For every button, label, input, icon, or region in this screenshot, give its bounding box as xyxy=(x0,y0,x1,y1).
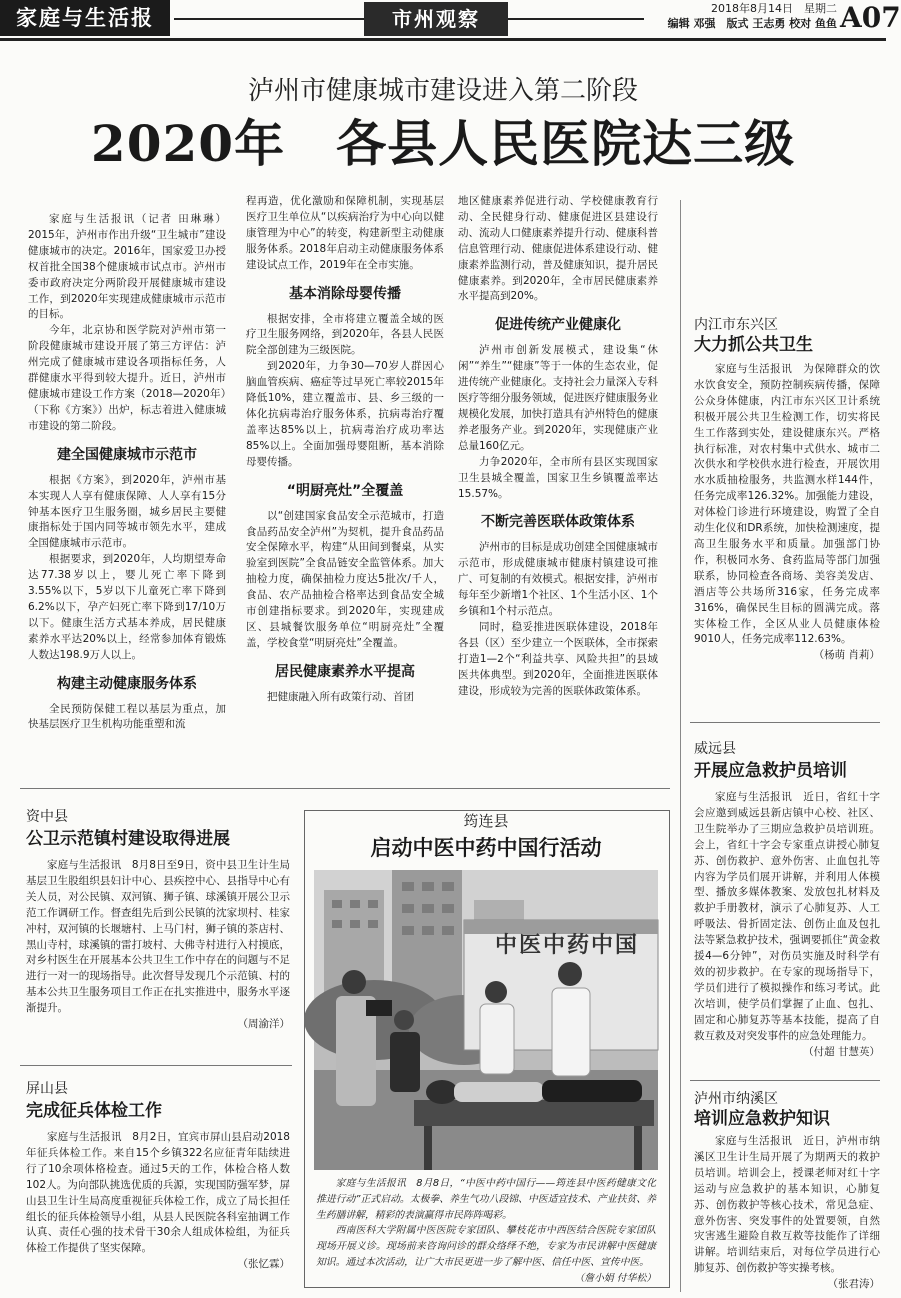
lead-deck: 泸州市健康城市建设进入第二阶段 xyxy=(247,76,638,106)
paragraph: 今年，北京协和医学院对泸州市第一阶段健康城市建设开展了第三方评估：泸州完成了健康城市建设各项指标任务，人群健康水平得到较大提升。近日，泸州市健康城市建设工作方案（2018—2020年）（下称《方案》）出炉，标志着进入健康城市建设的第二阶段。 xyxy=(28,324,226,432)
paragraph: 同时，稳妥推进医联体建设，2018年各县（区）至少建立一个医联体，全市探索打造1—2个“利益共享、风险共担”的县域医共体典型。到2020年，全面推进医联体建设，形成较为完善的医联体政策体系。 xyxy=(458,620,658,697)
right-story-divider-2 xyxy=(690,1080,880,1081)
story-location: 内江市东兴区 xyxy=(694,317,778,333)
page-number: A07 xyxy=(840,1,901,34)
subhead: 基本消除母婴传播 xyxy=(289,285,401,302)
story-credit: （周渝洋） xyxy=(237,1018,290,1031)
paragraph: 把健康融入所有政策行动、首团 xyxy=(267,690,414,703)
lead-column-3 xyxy=(458,194,658,699)
photo-story-title: 启动中医中药中国行活动 xyxy=(370,835,602,860)
story-location: 屏山县 xyxy=(26,1081,68,1097)
paragraph: 以“创建国家食品安全示范城市，打造食品药品安全泸州”为契机，提升食品药品安全保障水平，构建“从田间到餐桌，从实验室到医院”全食品链安全监管体系。加大抽检力度，确保抽检力度达5批次/千人，食品、农产品抽检合格率达到食品安全城市创建指标要求。到2020年，实现建成区、县城餐饮服务单位“明厨亮灶”全覆盖，学校食堂“明厨亮灶”全覆盖。 xyxy=(246,509,444,649)
story-body xyxy=(26,858,290,1033)
photo-caption-text-2: 西南医科大学附属中医医院专家团队、攀枝花市中西医结合医院专家团队现场开展义诊。现场前来咨询问诊的群众络绎不绝，专家为市民讲解中医健康知识。通过本次活动，让广大市民更进一步了解中医、信任中医、宣传中医。 xyxy=(316,1225,656,1268)
issue-date: 2018年8月14日 星期二 xyxy=(711,2,837,15)
photo-caption-credit: （詹小娟 付华松） xyxy=(574,1272,656,1284)
column-divider xyxy=(680,200,681,1292)
header-divider xyxy=(0,38,886,41)
photo-story-location: 筠连县 xyxy=(463,812,509,830)
paragraph: 根据《方案》，到2020年，泸州市基本实现人人享有健康保障、人人享有15分钟基本医疗卫生服务圈，城乡居民主要健康指标处于国内同等城市领先水平，建成全国健康城市示范市。 xyxy=(28,473,226,550)
story-text: 家庭与生活报讯 8月2日，宜宾市屏山县启动2018年征兵体检工作。来自15个乡镇322名应征青年陆续进行了10余项体格检查。通过5天的工作，体检合格人数102人。为向部队挑选优质的兵源，实现国防强军梦，屏山县卫生计生局高度重视征兵体检工作，成立了局长担任组长的征兵体检领导小组，从县人民医院各科室抽调工作认真、责任心强的技术骨干30余人组成体检组，为征兵体检工作提供了坚实保障。 xyxy=(26,1131,290,1255)
lead-bottom-rule xyxy=(20,788,670,789)
story-title: 大力抓公共卫生 xyxy=(694,335,813,355)
photo-caption-text: 家庭与生活报讯 8月8日，“中医中药中国行——筠连县中医药健康文化推进行动”正式启动。太极拳、养生气功八段锦、中医适宜技术、产业扶贫、养生药膳讲解，精彩的表演赢得市民阵阵喝彩。 xyxy=(316,1178,656,1221)
subhead: “明厨亮灶”全覆盖 xyxy=(286,482,404,499)
story-location: 威远县 xyxy=(694,741,736,757)
subhead: 居民健康素养水平提高 xyxy=(275,663,415,680)
story-title: 公卫示范镇村建设取得进展 xyxy=(26,829,230,849)
subhead: 建全国健康城市示范市 xyxy=(57,446,197,463)
event-photo xyxy=(314,870,658,1170)
header-rule-left xyxy=(174,18,364,20)
story-body xyxy=(694,362,880,664)
paragraph: 力争2020年，全市所有县区实现国家卫生县城全覆盖，国家卫生乡镇覆盖率达15.57%。 xyxy=(458,455,658,500)
lead-column-1 xyxy=(28,212,226,733)
header-rule-right xyxy=(508,18,644,20)
story-title: 开展应急救护员培训 xyxy=(694,761,847,781)
left-story-divider xyxy=(20,1065,292,1066)
story-title: 完成征兵体检工作 xyxy=(26,1101,162,1121)
story-credit: （杨萌 肖莉） xyxy=(813,649,880,662)
paragraph: 地区健康素养促进行动、学校健康教育行动、全民健身行动、健康促进区县建设行动、流动人口健康素养提升行动、健康科普信息管理行动、健康促进体系建设行动、健康素养监测行动，普及健康知识，提升居民健康素养。到2020年，全市居民健康素养水平提高到20%。 xyxy=(458,195,658,303)
lead-headline: 2020年 各县人民医院达三级 xyxy=(90,114,796,173)
subhead: 构建主动健康服务体系 xyxy=(57,675,197,692)
story-location: 资中县 xyxy=(26,809,68,825)
story-text: 家庭与生活报讯 为保障群众的饮水饮食安全，预防控制疾病传播，保障公众身体健康，内江市东兴区卫计系统积极开展公共卫生检测工作，切实将民生工作落到实处，建设健康东兴。严格执行标准，对农村集中式供水、城市二次供水和学校供水进行检查，开展饮用水水质抽检服务，共监测水样144件，任务完成率126.32%。加强能力建设，对体检门诊进行环境建设，购置了全自动生化仪和DR系统，加快检测速度，提高卫生服务水平和质量。加强部门协作，积极同水务、食药监局等部门加强联系，协同检查各商场、美容美发店、酒店等公共场所316家，任务完成率316%，确保民生目标的圆满完成。落实体检工作，全区从业人员健康体检9010人，任务完成率112.63%。 xyxy=(694,363,880,646)
paragraph: 泸州市的目标是成功创建全国健康城市示范市，形成健康城市健康村镇建设可推广、可复制的有效模式。根据安排，泸州市每年至少新增1个社区、1个生活小区、1个乡镇和1个村示范点。 xyxy=(458,541,658,618)
right-story-divider-1 xyxy=(690,722,880,723)
paragraph: 家庭与生活报讯（记者 田琳琳）2015年，泸州市作出升级“卫生城市”建设健康城市的决定。2016年，国家爱卫办授权首批全国38个健康城市试点市。泸州市委市政府决定分两阶段开展健康城市建设工作，到2020年实现建成健康城市示范市的目标。 xyxy=(28,213,226,321)
photo-caption xyxy=(316,1176,656,1287)
story-body xyxy=(694,790,880,1060)
story-body xyxy=(694,1134,880,1293)
paragraph: 程再造，优化激励和保障机制，实现基层医疗卫生单位从“以疾病治疗为中心向以健康管理为中心”的转变，构建新型主动健康服务体系。2018年启动主动健康服务体系建设试点工作，2019年在全市实施。 xyxy=(246,195,444,271)
story-text: 家庭与生活报讯 8月8日至9日，资中县卫生计生局基层卫生股组织县妇计中心、县疾控中心、县指导中心有关人员，对公民镇、双河镇、狮子镇、球溪镇开展公卫示范工作调研工作。督查组先后到公民镇的沈家坝村、桂家冲村，双河镇的长堰塘村、上马门村，狮子镇的茶店村、黑山寺村，球溪镇的雷打坡村、大佛寺村进行入村摸底，对乡村医生在开展基本公共卫生工作中存在的问题与不足进行一对一的现场指导。此次督导发现几个示范镇、村的基本公共卫生服务项目工作正在扎实推进中，服务水平逐渐提升。 xyxy=(26,859,290,1015)
story-location: 泸州市纳溪区 xyxy=(694,1091,778,1107)
editor-credits: 编辑 邓强 版式 王志勇 校对 鱼鱼 xyxy=(667,17,837,30)
story-credit: （张君涛） xyxy=(827,1278,880,1291)
section-title: 市州观察 xyxy=(364,2,508,36)
story-text: 家庭与生活报讯 近日，省红十字会应邀到威远县新店镇中心校、社区、卫生院举办了三期应急救护员培训班。会上，省红十字会专家重点讲授心肺复苏、创伤救护、意外伤害、止血包扎等内容为学员们展开讲解，并利用人体模型、播放多媒体教案、发放包扎材料及救护手册教材，演示了心肺复苏、人工呼吸法、骨折固定法、创伤止血及包扎法等紧急救护技术，强调要抓住“黄金救援4—6分钟”，对伤员实施及时科学有效的初步救护。在专家的现场指导下，学员们进行了模拟操作和练习考试。此次培训，使学员们掌握了止血、包扎、固定和心肺复苏等基本技能，提高了自救互救及对突发事件的应急处理能力。 xyxy=(694,791,880,1042)
story-text: 家庭与生活报讯 近日，泸州市纳溪区卫生计生局开展了为期两天的救护员培训。培训会上，授课老师对红十字运动与应急救护的基本知识，心肺复苏、创伤救护等核心技术，常见急症、意外伤害、突发事件的处置要领，自然灾害逃生避险自救互救等技能作了详细讲解。培训结束后，对每位学员进行心肺复苏、创伤救护等实操考核。 xyxy=(694,1135,880,1275)
paragraph: 根据安排，全市将建立覆盖全域的医疗卫生服务网络，到2020年，各县人民医院全部创建为三级医院。 xyxy=(246,312,444,357)
subhead: 促进传统产业健康化 xyxy=(495,317,621,334)
photo-banner-text: 中医中药中国 xyxy=(494,932,639,958)
paragraph: 到2020年，力争30—70岁人群因心脑血管疾病、癌症等过早死亡率较2015年降低10%，建立覆盖市、县、乡三级的一体化抗病毒治疗服务体系，抗病毒治疗覆盖率达85%以上，抗病毒治疗成功率达85%以上。全面加强母婴阻断，基本消除母婴传播。 xyxy=(246,360,444,468)
subhead: 不断完善医联体政策体系 xyxy=(481,514,635,531)
story-credit: （付超 甘慧英） xyxy=(803,1045,880,1058)
story-body xyxy=(26,1130,290,1273)
story-credit: （张忆霖） xyxy=(237,1258,290,1271)
paragraph: 根据要求，到2020年，人均期望寿命达77.38岁以上，婴儿死亡率下降到3.55%以下，5岁以下儿童死亡率下降到6.2%以下，孕产妇死亡率下降到17/10万以下。健康生活方式基本养成，居民健康素养水平达20%以上，经常参加体育锻炼人数达198.9万人以上。 xyxy=(28,553,226,661)
story-title: 培训应急救护知识 xyxy=(694,1109,830,1129)
event-photo-illustration xyxy=(314,870,658,1170)
paragraph: 泸州市创新发展模式，建设集“休闲”“养生”“健康”等于一体的生态农业，促进传统产业健康化。支持社会力量深入专科医疗等细分服务领域，促进医疗健康服务业规模化发展，加快打造具有泸州特色的健康养老服务产业。到2020年，实现健康产业总量160亿元。 xyxy=(458,344,658,452)
paragraph: 全民预防保健工程以基层为重点，加快基层医疗卫生机构功能重塑和流 xyxy=(28,702,226,731)
lead-column-2 xyxy=(246,194,444,706)
masthead-logo: 家庭与生活报 xyxy=(0,0,170,36)
